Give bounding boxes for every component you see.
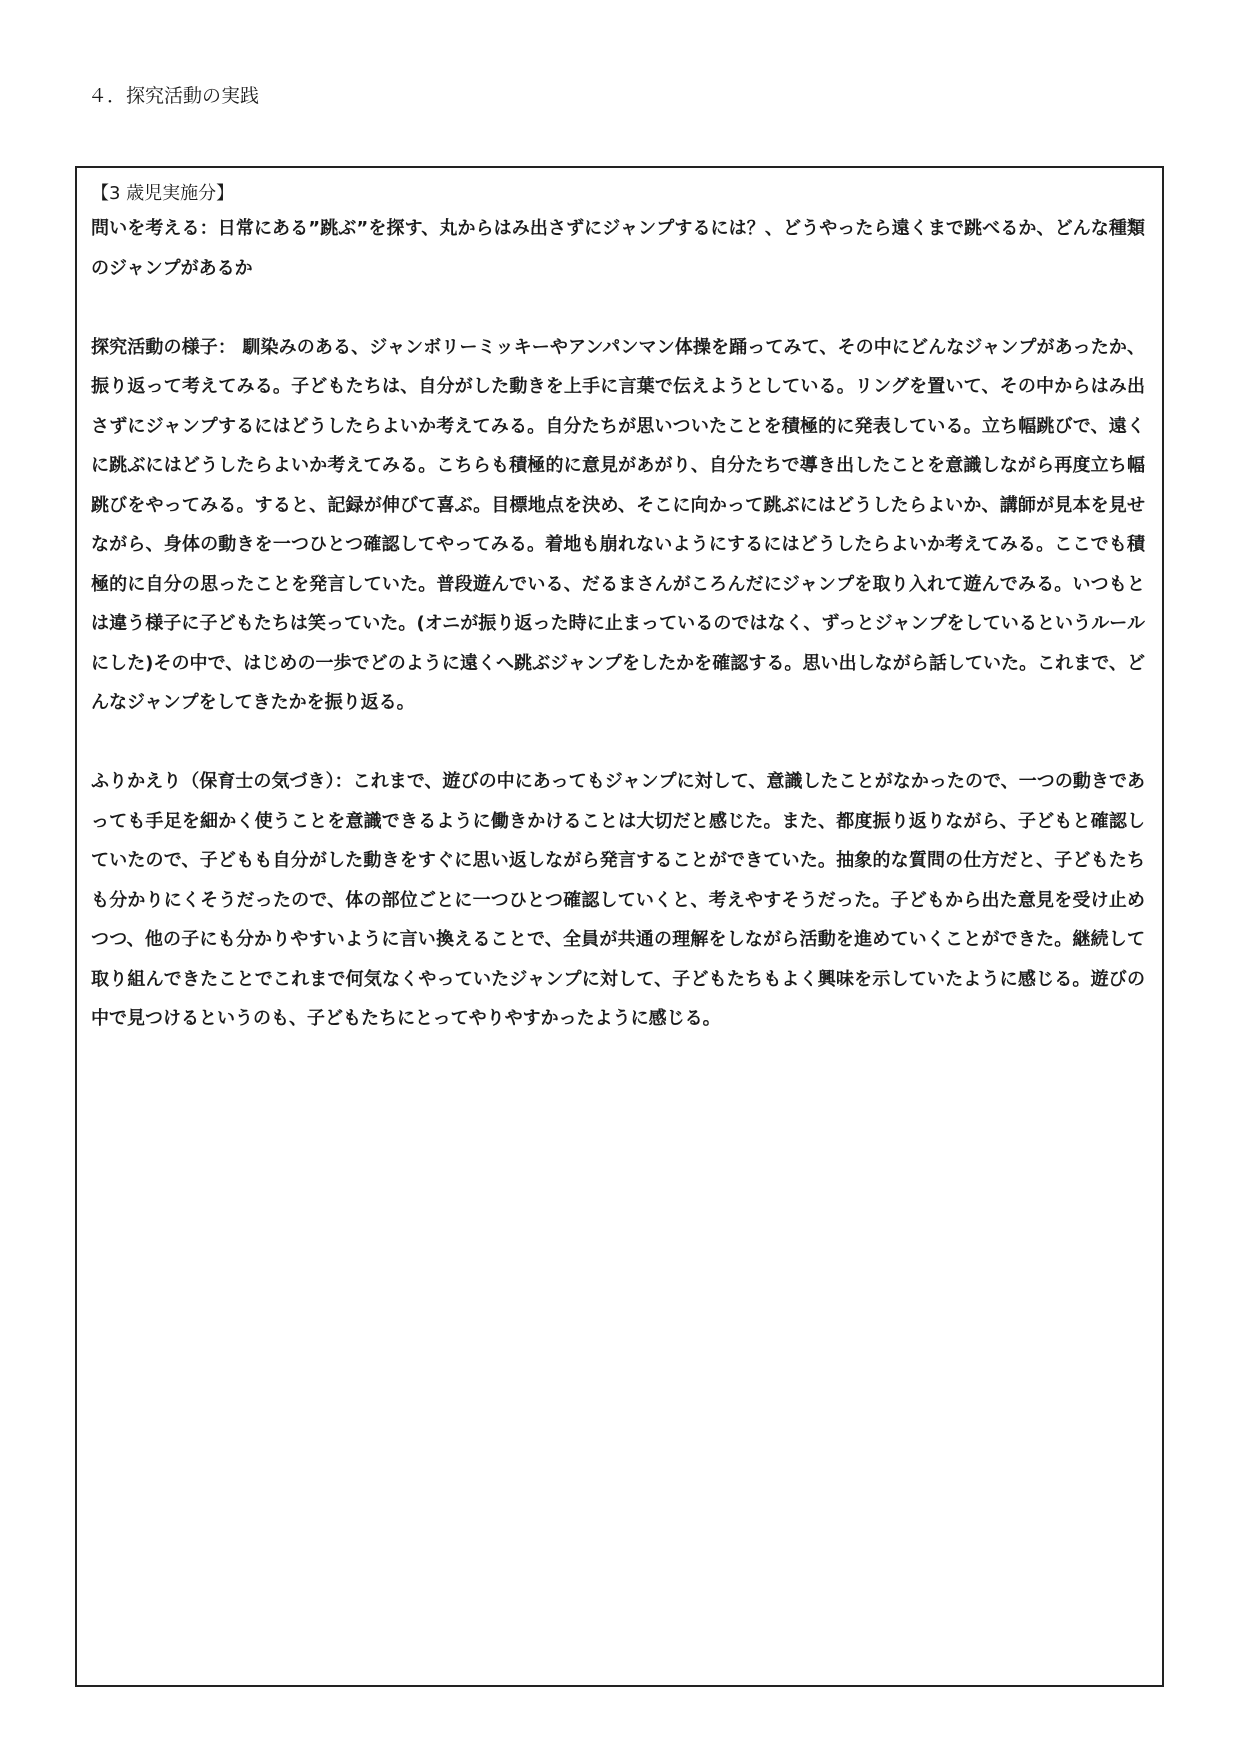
paragraph-spacer	[91, 288, 1145, 328]
activity-description-paragraph: 探究活動の様子： 馴染みのある、ジャンボリーミッキーやアンパンマン体操を踊ってみて、その中にどんなジャンプがあったか、振り返って考えてみる。子どもたちは、自分がした動きを上手に言葉で伝えようとしている。リングを置いて、その中からはみ出さずにジャンプするにはどうしたらよいか考えてみる。自分たちが思いついたことを積極的に発表している。立ち幅跳びで、遠くに跳ぶにはどうしたらよいか考えてみる。こちらも積極的に意見があがり、自分たちで導き出したことを意識しながら再度立ち幅跳びをやってみる。すると、記録が伸びて喜ぶ。目標地点を決め、そこに向かって跳ぶにはどうしたらよいか、講師が見本を見せながら、身体の動きを一つひとつ確認してやってみる。着地も崩れないようにするにはどうしたらよいか考えてみる。ここでも積極的に自分の思ったことを発言していた。普段遊んでいる、だるまさんがころんだにジャンプを取り入れて遊んでみる。いつもとは違う様子に子どもたちは笑っていた。(オニが振り返った時に止まっているのではなく、ずっとジャンプをしているというルールにした)その中で、はじめの一歩でどのように遠くへ跳ぶジャンプをしたかを確認する。思い出しながら話していた。これまで、どんなジャンプをしてきたかを振り返る。	[91, 336, 1145, 713]
teacher-reflection-paragraph: ふりかえり（保育士の気づき）：これまで、遊びの中にあってもジャンプに対して、意識したことがなかったので、一つの動きであっても手足を細かく使うことを意識できるように働きかけることは大切だと感じた。また、都度振り返りながら、子どもと確認していたので、子どもも自分がした動きをすぐに思い返しながら発言することができていた。抽象的な質問の仕方だと、子どもたちも分かりにくそうだったので、体の部位ごとに一つひとつ確認していくと、考えやすそうだった。子どもから出た意見を受け止めつつ、他の子にも分かりやすいように言い換えることで、全員が共通の理解をしながら活動を進めていくことができた。継続して取り組んできたことでこれまで何気なくやっていたジャンプに対して、子どもたちもよく興味を示していたように感じる。遊びの中で見つけるというのも、子どもたちにとってやりやすかったように感じる。	[91, 771, 1145, 1029]
practice-record-content	[91, 182, 1145, 1039]
age-group-label: 【3 歳児実施分】	[91, 183, 235, 204]
practice-record-box	[75, 166, 1164, 1687]
section-heading: ４．探究活動の実践	[88, 85, 260, 107]
paragraph-spacer	[91, 723, 1145, 763]
inquiry-question-paragraph: 問いを考える：日常にある”跳ぶ”を探す、丸からはみ出さずにジャンプするには？、どうやったら遠くまで跳べるか、どんな種類のジャンプがあるか	[91, 218, 1145, 279]
